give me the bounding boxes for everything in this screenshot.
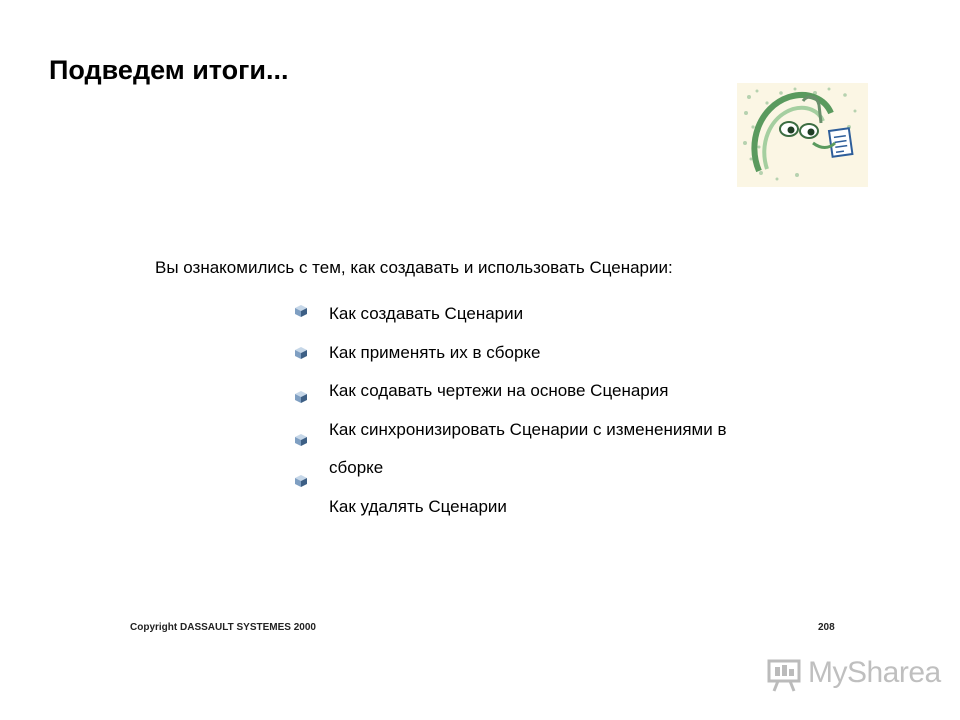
- list-item: Как создавать Сценарии: [329, 304, 524, 323]
- cube-icon: [294, 390, 308, 404]
- intro-text: Вы ознакомились с тем, как создавать и использовать Сценарии:: [155, 258, 673, 277]
- list-item: сборке: [329, 458, 384, 477]
- cube-icon: [294, 304, 308, 318]
- presentation-board-icon: [766, 658, 802, 692]
- bullet-list: [329, 295, 859, 526]
- watermark-text: MySharea: [808, 656, 941, 689]
- cube-icon: [294, 474, 308, 488]
- cube-icon: [294, 346, 308, 360]
- list-item: Как синхронизировать Сценарии с изменениями в: [329, 419, 727, 439]
- slide-title: Подведем итоги...: [49, 55, 289, 85]
- copyright-text: Copyright DASSAULT SYSTEMES 2000: [130, 622, 316, 633]
- list-item: Как применять их в сборке: [329, 342, 541, 362]
- page-number: 208: [818, 622, 835, 633]
- list-item: Как содавать чертежи на основе Сценария: [329, 381, 669, 400]
- eyes-document-clipart: [737, 83, 868, 187]
- watermark: [766, 654, 941, 694]
- list-item: Как удалять Сценарии: [329, 496, 507, 516]
- cube-icon: [294, 433, 308, 447]
